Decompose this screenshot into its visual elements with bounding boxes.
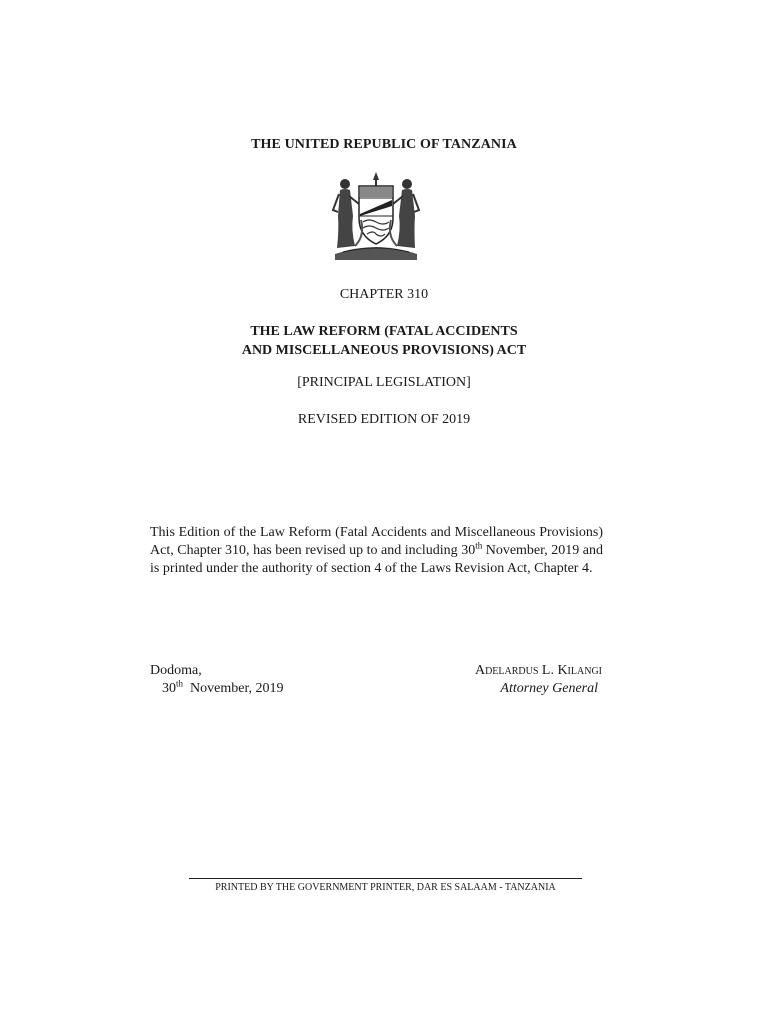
act-title-line: AND MISCELLANEOUS PROVISIONS) ACT	[241, 343, 527, 358]
signature-date	[162, 678, 284, 697]
statement-text-continued: November, 2019 and is printed under the authority of section 4 of the Laws Revision Act, Chapter 4.	[150, 543, 603, 576]
revision-statement	[150, 524, 603, 578]
signature-place: Dodoma,	[150, 663, 202, 678]
statement-date-day: 30	[461, 543, 476, 558]
attorney-general-name: Adelardus L. Kilangi	[474, 663, 602, 678]
printer-imprint: PRINTED BY THE GOVERNMENT PRINTER, DAR ES SALAAM - TANZANIA	[215, 882, 556, 893]
statement-text: This Edition of the Law Reform (Fatal Accidents and Miscellaneous Provisions) Act, Chapter 310, has been revised up to and including	[150, 525, 603, 558]
coat-of-arms-icon	[329, 170, 423, 262]
chapter-number: CHAPTER 310	[339, 287, 429, 302]
attorney-general-title: Attorney General	[500, 681, 598, 696]
legislation-type: [PRINCIPAL LEGISLATION]	[297, 375, 471, 390]
act-title	[0, 322, 768, 360]
edition-label: REVISED EDITION OF 2019	[297, 412, 471, 427]
act-title-line: THE LAW REFORM (FATAL ACCIDENTS	[250, 324, 518, 339]
signature-date-day: 30	[162, 681, 176, 696]
statement-date-suffix: th	[475, 540, 483, 551]
country-heading: THE UNITED REPUBLIC OF TANZANIA	[251, 137, 517, 152]
footer-divider	[189, 878, 582, 879]
signature-date-suffix: th	[176, 678, 184, 689]
signature-date-rest: November, 2019	[183, 681, 284, 696]
